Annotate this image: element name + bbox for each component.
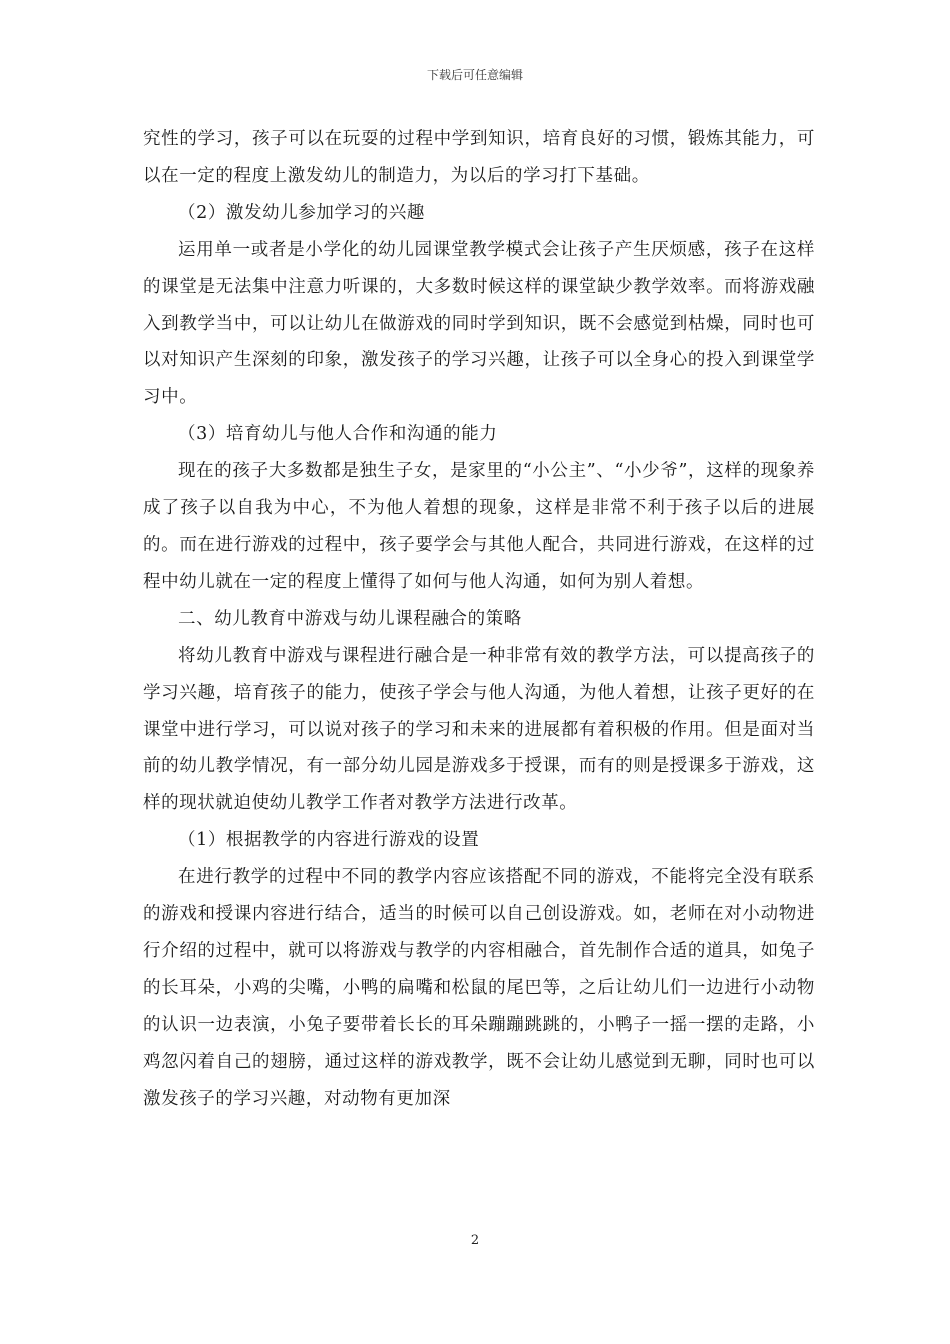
page-header: 下载后可任意编辑 — [426, 68, 523, 82]
paragraph: 在进行教学的过程中不同的教学内容应该搭配不同的游戏，不能将完全没有联系的游戏和授课内容进行结合，适当的时候可以自己创设游戏。如，老师在对小动物进行介绍的过程中，就可以将游戏与教学的内容相融合，首先制作合适的道具，如兔子的长耳朵，小鸡的尖嘴，小鸭的扁嘴和松鼠的尾巴等，之后让幼儿们一边进行小动物的认识一边表演，小兔子要带着长长的耳朵蹦蹦跳跳的，小鸭子一摇一摆的走路，小鸡忽闪着自己的翅膀，通过这样的游戏教学，既不会让幼儿感觉到无聊，同时也可以激发孩子的学习兴趣，对动物有更加深 — [143, 867, 815, 1109]
paragraph: 现在的孩子大多数都是独生子女，是家里的“小公主”、“小少爷”，这样的现象养成了孩子以自我为中心，不为他人着想的现象，这样是非常不利于孩子以后的进展的。而在进行游戏的过程中，孩子要学会与其他人配合，共同进行游戏，在这样的过程中幼儿就在一定的程度上懂得了如何与他人沟通，如何为别人着想。 — [143, 461, 815, 592]
paragraph: 将幼儿教育中游戏与课程进行融合是一种非常有效的教学方法，可以提高孩子的学习兴趣，培育孩子的能力，使孩子学会与他人沟通，为他人着想，让孩子更好的在课堂中进行学习，可以说对孩子的学习和未来的进展都有着积极的作用。但是面对当前的幼儿教学情况，有一部分幼儿园是游戏多于授课，而有的则是授课多于游戏，这样的现状就迫使幼儿教学工作者对教学方法进行改革。 — [143, 645, 815, 814]
subheading: （2）激发幼儿参加学习的兴趣 — [178, 202, 426, 223]
paragraph-continuation: 究性的学习，孩子可以在玩耍的过程中学到知识，培育良好的习惯，锻炼其能力，可以在一定的程度上激发幼儿的制造力，为以后的学习打下基础。 — [143, 129, 815, 186]
paragraph: 运用单一或者是小学化的幼儿园课堂教学模式会让孩子产生厌烦感，孩子在这样的课堂是无法集中注意力听课的，大多数时候这样的课堂缺少教学效率。而将游戏融入到教学当中，可以让幼儿在做游戏的同时学到知识，既不会感觉到枯燥，同时也可以对知识产生深刻的印象，激发孩子的学习兴趣，让孩子可以全身心的投入到课堂学习中。 — [143, 239, 815, 408]
page-number: 2 — [470, 1233, 480, 1248]
document-body — [143, 121, 815, 1117]
subheading: （3）培育幼儿与他人合作和沟通的能力 — [178, 424, 498, 445]
section-heading: 二、幼儿教育中游戏与幼儿课程融合的策略 — [178, 608, 522, 629]
subheading: （1）根据教学的内容进行游戏的设置 — [178, 830, 480, 851]
